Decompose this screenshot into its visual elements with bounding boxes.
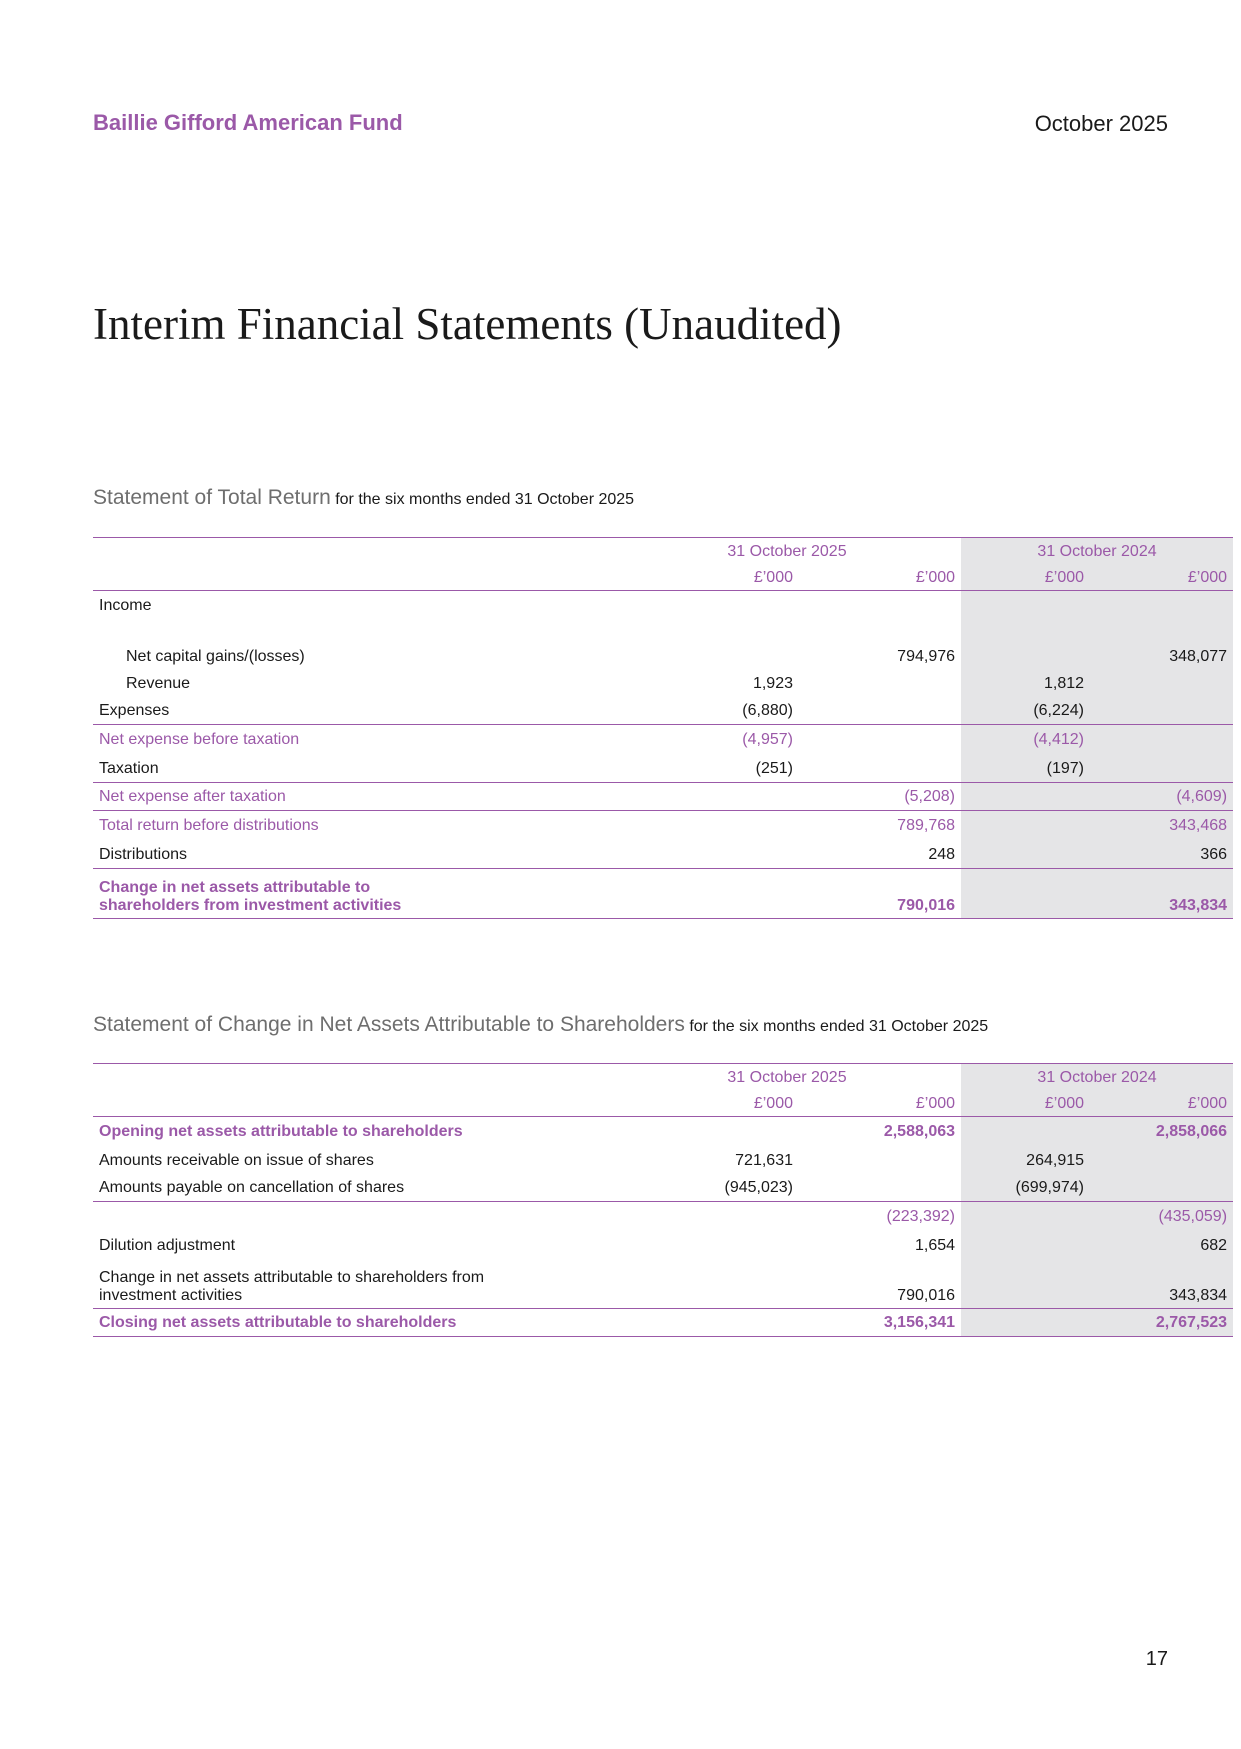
page-number: 17: [1145, 1648, 1168, 1670]
value-cell: 343,834: [1096, 1259, 1233, 1309]
table-row: [93, 841, 1233, 869]
value-cell: (6,224): [961, 697, 1096, 725]
value-cell: (197): [961, 755, 1096, 783]
table-row: [93, 1117, 1233, 1148]
value-cell: 348,077: [1096, 643, 1233, 670]
value-cell: 2,767,523: [1096, 1309, 1233, 1337]
row-label-line: investment activities: [99, 1287, 243, 1304]
row-label: Revenue: [126, 674, 191, 692]
statement-total-return-heading: [93, 486, 634, 510]
row-label: Amounts payable on cancellation of shares: [99, 1178, 405, 1196]
value-cell: 790,016: [813, 869, 961, 919]
value-cell: (4,957): [613, 725, 813, 756]
value-cell: (945,023): [724, 1178, 793, 1196]
row-label: Net expense after taxation: [93, 783, 613, 811]
value-cell: (699,974): [961, 1174, 1096, 1202]
row-label: Income: [99, 597, 152, 614]
value-cell: (5,208): [813, 783, 961, 811]
unit-label: £’000: [961, 565, 1096, 591]
period-header-row: [93, 1064, 1233, 1092]
value-cell: 682: [1096, 1232, 1233, 1259]
row-label: Opening net assets attributable to shareholders: [99, 1123, 463, 1140]
value-cell: 264,915: [961, 1147, 1096, 1174]
document-date: October 2025: [1034, 111, 1168, 136]
statement-total-return-table: [93, 537, 1233, 919]
table-row: [93, 1174, 1233, 1202]
unit-label: £’000: [613, 565, 813, 591]
table-row: [93, 1202, 1233, 1233]
section-subtitle: for the six months ended 31 October 2025: [689, 1018, 989, 1035]
value-cell: (251): [755, 759, 793, 777]
value-cell: 2,588,063: [883, 1123, 956, 1140]
value-cell: (6,880): [742, 701, 793, 719]
value-cell: 1,923: [752, 674, 793, 692]
period-2-header: 31 October 2024: [961, 538, 1233, 566]
value-cell: 248: [928, 845, 956, 863]
table-row: [93, 1309, 1233, 1337]
unit-label: £’000: [1096, 565, 1233, 591]
table-row: [93, 869, 1233, 919]
row-label: [93, 1259, 613, 1309]
value-cell: 721,631: [735, 1151, 793, 1169]
value-cell: 1,812: [961, 670, 1096, 697]
row-label-line: shareholders from investment activities: [99, 897, 402, 914]
unit-label: £’000: [1096, 1091, 1233, 1117]
table-row: [93, 643, 1233, 670]
statement-change-net-assets-heading: [93, 1013, 988, 1037]
row-label: [93, 869, 613, 919]
period-1-header: 31 October 2025: [613, 538, 961, 566]
value-cell: 343,468: [1096, 811, 1233, 842]
unit-label: £’000: [813, 565, 961, 591]
row-label: Taxation: [99, 759, 159, 777]
value-cell: 2,858,066: [1096, 1117, 1233, 1148]
units-header-row: [93, 565, 1233, 591]
row-label: Closing net assets attributable to shareholders: [93, 1309, 613, 1337]
row-label-line: Change in net assets attributable to: [99, 879, 371, 896]
table-row: [93, 811, 1233, 842]
row-label: Net expense before taxation: [93, 725, 613, 756]
table-row: [93, 783, 1233, 811]
table-row: [93, 670, 1233, 697]
table-row: [93, 1259, 1233, 1309]
section-subtitle: for the six months ended 31 October 2025: [335, 491, 635, 508]
period-header-row: [93, 538, 1233, 566]
fund-name: Baillie Gifford American Fund: [93, 110, 403, 135]
unit-label: £’000: [613, 1091, 813, 1117]
table-row: [93, 1147, 1233, 1174]
value-cell: (435,059): [1096, 1202, 1233, 1233]
row-label-line: Change in net assets attributable to shareholders from: [99, 1269, 485, 1286]
page-title: Interim Financial Statements (Unaudited): [93, 299, 842, 349]
value-cell: 343,834: [1096, 869, 1233, 919]
row-label: Amounts receivable on issue of shares: [99, 1151, 374, 1169]
row-label: Net capital gains/(losses): [126, 647, 305, 665]
unit-label: £’000: [813, 1091, 961, 1117]
row-label: Dilution adjustment: [99, 1236, 236, 1254]
row-label: Total return before distributions: [99, 817, 319, 834]
value-cell: 790,016: [897, 1287, 956, 1304]
value-cell: 366: [1096, 841, 1233, 869]
value-cell: 3,156,341: [813, 1309, 961, 1337]
value-cell: (4,412): [961, 725, 1096, 756]
unit-label: £’000: [961, 1091, 1096, 1117]
value-cell: 789,768: [897, 817, 956, 834]
statement-change-net-assets-table: [93, 1063, 1233, 1337]
table-row: [93, 725, 1233, 756]
table-row: [93, 697, 1233, 725]
value-cell: (4,609): [1096, 783, 1233, 811]
section-title: Statement of Total Return: [93, 486, 331, 509]
value-cell: 794,976: [897, 647, 956, 665]
value-cell: 1,654: [914, 1236, 956, 1254]
row-label: Expenses: [99, 701, 170, 719]
period-1-header: 31 October 2025: [613, 1064, 961, 1092]
units-header-row: [93, 1091, 1233, 1117]
table-row: [93, 591, 1233, 622]
table-row: [93, 755, 1233, 783]
period-2-header: 31 October 2024: [961, 1064, 1233, 1092]
row-label: Distributions: [99, 845, 188, 863]
table-row: [93, 1232, 1233, 1259]
value-cell: (223,392): [813, 1202, 961, 1233]
section-title: Statement of Change in Net Assets Attributable to Shareholders: [93, 1013, 685, 1036]
